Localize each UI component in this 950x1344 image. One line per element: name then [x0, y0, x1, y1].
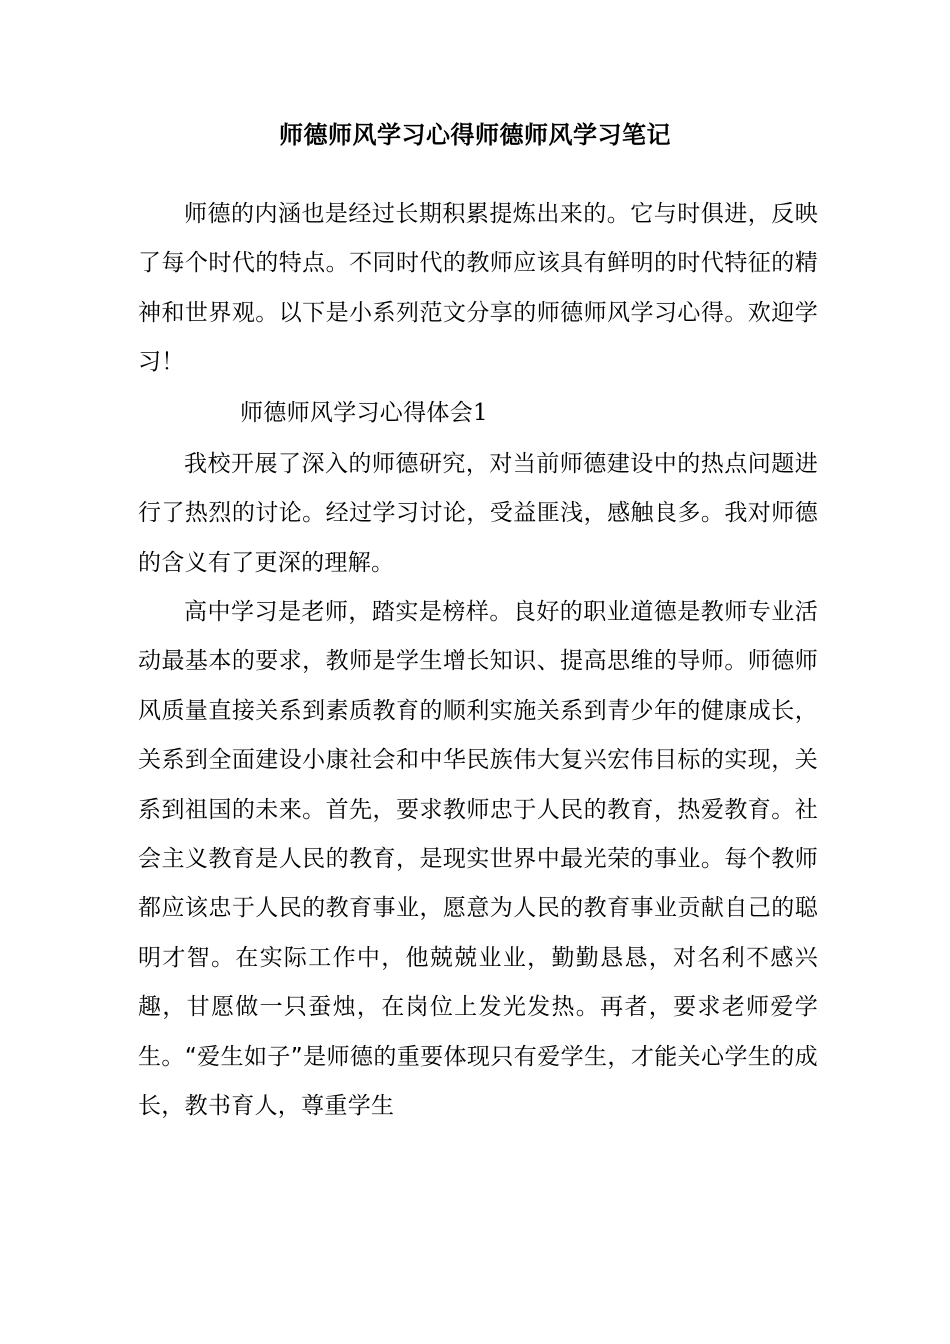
intro-paragraph: 师德的内涵也是经过长期积累提炼出来的。它与时俱进，反映了每个时代的特点。不同时代的教师应该具有鲜明的时代特征的精神和世界观。以下是小系列范文分享的师德师风学习心得。欢迎学习！ — [138, 201, 818, 376]
document-title: 师德师风学习心得师德师风学习笔记 — [279, 121, 671, 149]
section-heading — [240, 393, 488, 433]
body-section-1 — [138, 440, 818, 588]
body-paragraph: 我校开展了深入的师德研究，对当前师德建设中的热点问题进行了热烈的讨论。经过学习讨论，受益匪浅，感触良多。我对师德的含义有了更深的理解。 — [138, 451, 818, 576]
body-section-2 — [138, 588, 818, 1131]
section-heading-number: 1 — [473, 400, 488, 426]
intro-section — [138, 190, 818, 388]
body-paragraph: 高中学习是老师，踏实是榜样。良好的职业道德是教师专业活动最基本的要求，教师是学生增长知识、提高思维的导师。师德师风质量直接关系到素质教育的顺利实施关系到青少年的健康成长，关系到全面建设小康社会和中华民族伟大复兴宏伟目标的实现，关系到祖国的未来。首先，要求教师忠于人民的教育，热爱教育。社会主义教育是人民的教育，是现实世界中最光荣的事业。每个教师都应该忠于人民的教育事业，愿意为人民的教育事业贡献自己的聪明才智。在实际工作中，他兢兢业业，勤勤恳恳，对名利不感兴趣，甘愿做一只蚕烛，在岗位上发光发热。再者，要求老师爱学生。“爱生如子”是师德的重要体现只有爱学生，才能关心学生的成长，教书育人，尊重学生 — [138, 599, 818, 1120]
section-heading-text: 师德师风学习心得体会 — [240, 400, 473, 426]
